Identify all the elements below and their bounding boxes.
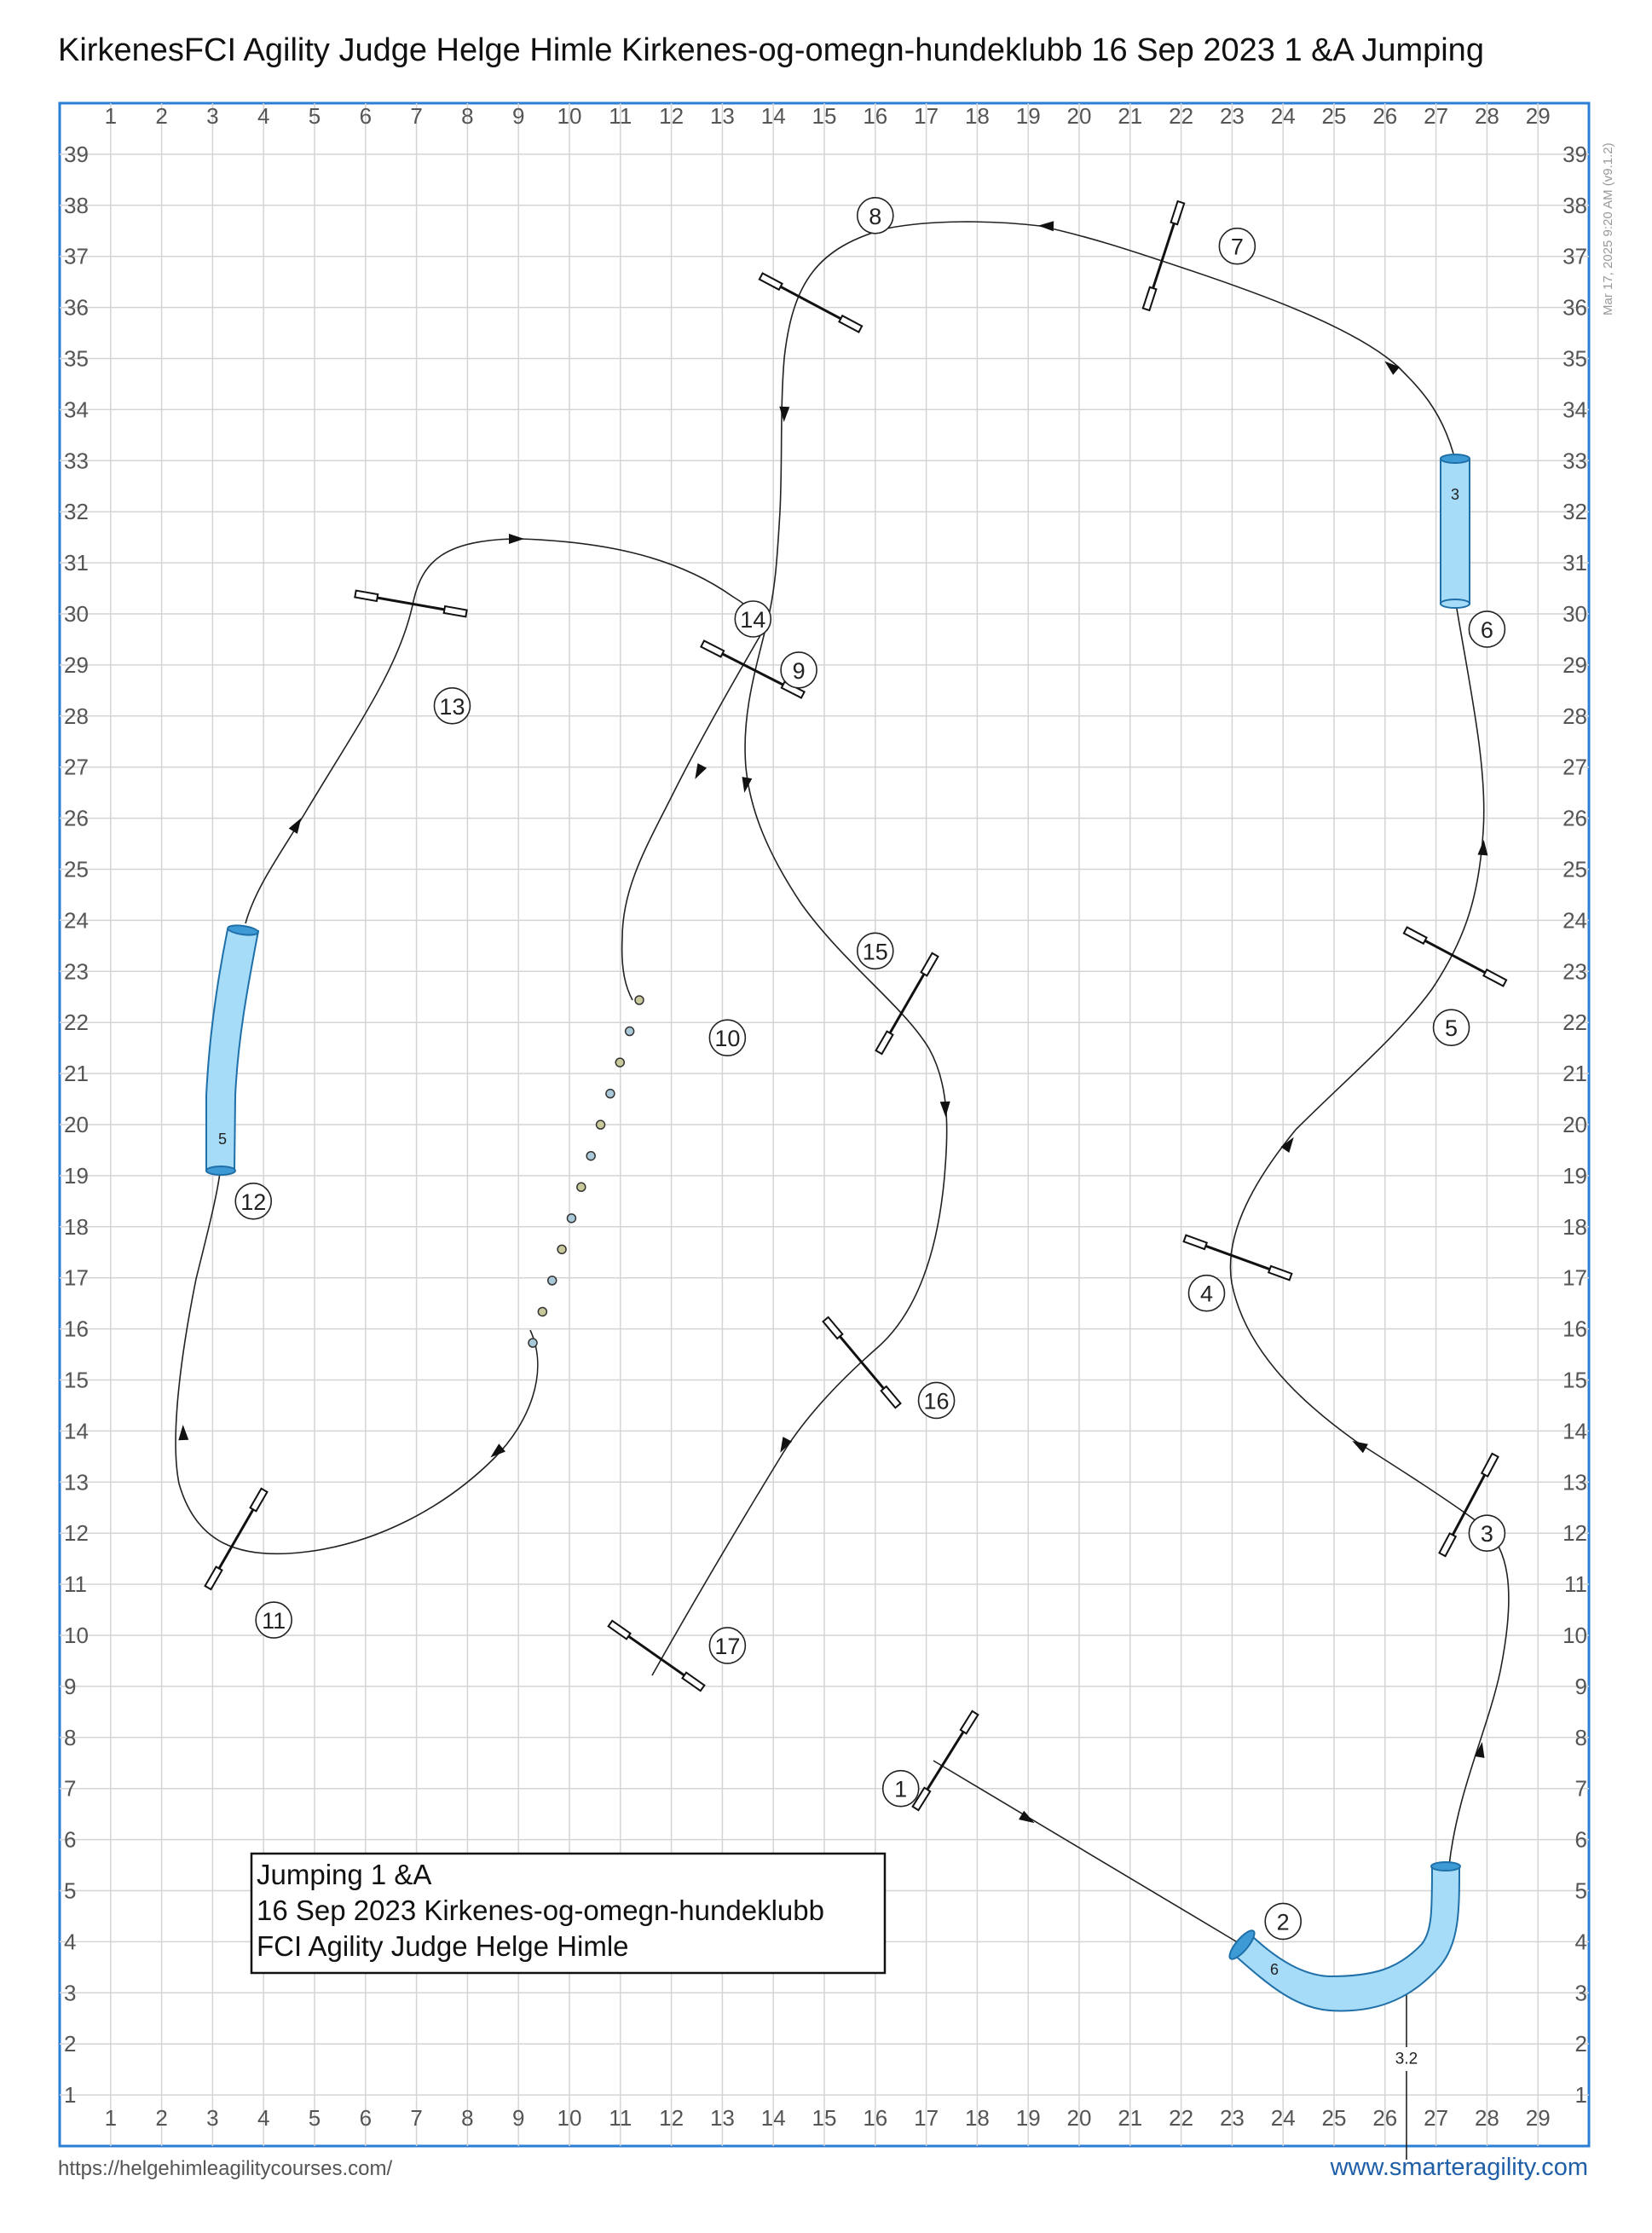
tunnel-5 <box>206 924 259 1175</box>
obstacle-number: 14 <box>740 606 766 633</box>
y-axis-label: 22 <box>1562 1009 1587 1036</box>
x-axis-label: 7 <box>410 2105 423 2131</box>
obstacle-number: 1 <box>894 1776 908 1802</box>
y-axis-label: 22 <box>64 1009 89 1036</box>
y-axis-label: 3 <box>1574 1980 1587 2006</box>
x-axis-label: 23 <box>1219 103 1245 129</box>
x-axis-label: 24 <box>1270 103 1296 129</box>
y-axis-label: 20 <box>64 1112 89 1137</box>
x-axis-label: 2 <box>155 103 168 129</box>
y-axis-label: 37 <box>64 243 89 269</box>
obstacle-number: 7 <box>1230 234 1244 260</box>
path-14-to-10 <box>622 631 763 1000</box>
obstacle-number: 2 <box>1276 1909 1290 1935</box>
y-axis-label: 19 <box>1562 1162 1587 1189</box>
jump-wing <box>355 591 378 601</box>
x-axis-label: 18 <box>964 103 990 129</box>
jump-wing <box>609 1621 631 1639</box>
y-axis-label: 1 <box>1574 2082 1587 2109</box>
y-axis-label: 25 <box>64 856 89 882</box>
obstacle-number: 12 <box>240 1189 267 1215</box>
obstacle-number: 15 <box>862 939 888 965</box>
print-timestamp: Mar 17, 2025 9:20 AM (v9.1.2) <box>1601 142 1615 315</box>
footer-url[interactable]: https://helgehimleagilitycourses.com/ <box>58 2157 393 2180</box>
x-axis-label: 13 <box>709 2105 735 2131</box>
y-axis-label: 6 <box>1574 1826 1587 1853</box>
tunnel-6-curved <box>1226 1862 1460 2010</box>
x-axis-label: 27 <box>1424 103 1449 129</box>
path-9-to-16 <box>652 1177 944 1675</box>
y-axis-label: 39 <box>1562 141 1587 167</box>
y-axis-label: 7 <box>1574 1775 1587 1802</box>
jump-wing <box>1184 1235 1207 1249</box>
path-arrow <box>1038 221 1054 232</box>
y-axis-label: 30 <box>1562 601 1587 627</box>
footer-brand-link[interactable]: www.smarteragility.com <box>1330 2154 1588 2181</box>
x-axis-label: 26 <box>1372 2105 1398 2131</box>
y-axis-label: 11 <box>1564 1571 1587 1598</box>
x-axis-label: 1 <box>104 2105 118 2131</box>
obstacle-number: 13 <box>439 693 465 720</box>
y-axis-label: 23 <box>1562 958 1587 985</box>
y-axis-label: 27 <box>64 754 89 780</box>
path-arrow <box>487 1443 505 1461</box>
measure-label: 3.2 <box>1395 2050 1418 2068</box>
y-axis-label: 38 <box>1562 192 1587 218</box>
y-axis-label: 12 <box>1562 1520 1587 1547</box>
x-axis-label: 19 <box>1015 2105 1041 2131</box>
x-axis-label: 17 <box>914 103 939 129</box>
jump-wing <box>205 1567 222 1590</box>
y-axis-label: 13 <box>1562 1469 1587 1495</box>
obstacle-number: 11 <box>262 1608 286 1634</box>
y-axis-label: 39 <box>64 141 89 167</box>
weave-pole <box>567 1214 575 1223</box>
y-axis-label: 17 <box>64 1264 89 1291</box>
obstacle-number: 4 <box>1199 1281 1214 1307</box>
x-axis-label: 11 <box>609 103 632 129</box>
y-axis-label: 4 <box>64 1929 77 1955</box>
y-axis-label: 23 <box>64 958 89 985</box>
x-axis-label: 8 <box>461 103 474 129</box>
weave-pole <box>635 996 644 1004</box>
tunnel-3-label: 3 <box>1450 486 1460 503</box>
y-axis-label: 6 <box>64 1826 77 1853</box>
y-axis-label: 32 <box>64 499 89 525</box>
y-axis-label: 5 <box>64 1877 77 1904</box>
y-axis-label: 31 <box>64 550 89 576</box>
jump <box>205 1489 268 1589</box>
x-axis-label: 7 <box>410 103 423 129</box>
x-axis-label: 15 <box>812 2105 837 2131</box>
y-axis-label: 21 <box>1562 1061 1587 1087</box>
x-axis-label: 16 <box>863 2105 888 2131</box>
y-axis-label: 15 <box>64 1367 89 1393</box>
grid <box>60 103 1589 2146</box>
x-axis-label: 20 <box>1066 103 1092 129</box>
x-axis-label: 3 <box>206 103 219 129</box>
x-axis-label: 25 <box>1321 2105 1347 2131</box>
x-axis-label: 29 <box>1525 103 1551 129</box>
y-axis-label: 33 <box>1562 448 1587 474</box>
x-axis-label: 19 <box>1015 103 1041 129</box>
x-axis-label: 21 <box>1118 103 1143 129</box>
x-axis-label: 10 <box>557 103 582 129</box>
y-axis-label: 36 <box>64 294 89 321</box>
y-axis-label: 26 <box>64 805 89 831</box>
x-axis-label: 9 <box>511 2105 525 2131</box>
weave-pole <box>606 1090 615 1098</box>
path-4-to-5 <box>1296 831 1483 1130</box>
obstacle-number: 6 <box>1480 616 1493 643</box>
jump <box>876 953 939 1054</box>
jumps <box>205 201 1507 1810</box>
path-arrow <box>178 1425 189 1440</box>
y-axis-label: 31 <box>1562 550 1587 576</box>
obstacle-number: 17 <box>714 1633 741 1659</box>
obstacle-number: 8 <box>869 203 882 229</box>
weave-poles <box>529 996 644 1347</box>
x-axis-label: 24 <box>1270 2105 1296 2131</box>
x-axis-label: 14 <box>760 2105 786 2131</box>
weave-pole <box>529 1339 537 1347</box>
info-class: Jumping 1 &A <box>257 1859 432 1890</box>
y-axis-label: 13 <box>64 1469 89 1495</box>
x-axis-label: 28 <box>1474 103 1499 129</box>
path-8-to-9 <box>745 622 947 1177</box>
jump-wing <box>1439 1533 1455 1556</box>
x-axis-label: 25 <box>1321 103 1347 129</box>
y-axis-label: 37 <box>1562 243 1587 269</box>
y-axis-label: 8 <box>1574 1724 1587 1750</box>
y-axis-label: 24 <box>1562 907 1587 934</box>
x-axis-label: 12 <box>659 103 684 129</box>
weave-pole <box>548 1276 557 1285</box>
y-axis-label: 16 <box>64 1316 89 1342</box>
y-axis-label: 38 <box>64 192 89 218</box>
y-axis-label: 29 <box>64 651 89 678</box>
x-axis-label: 18 <box>964 2105 990 2131</box>
y-axis-label: 4 <box>1574 1929 1587 1955</box>
y-axis-label: 10 <box>64 1623 89 1648</box>
info-date-club: 16 Sep 2023 Kirkenes-og-omegn-hundeklubb <box>257 1895 824 1926</box>
y-axis-label: 3 <box>64 1980 77 2006</box>
path-arrow <box>509 534 524 544</box>
jump-wing <box>682 1673 704 1691</box>
x-axis-label: 5 <box>308 103 321 129</box>
y-axis-label: 20 <box>1562 1112 1587 1137</box>
course-info-box <box>251 1854 885 1973</box>
y-axis-label: 29 <box>1562 651 1587 678</box>
x-axis-label: 27 <box>1424 2105 1449 2131</box>
y-axis-label: 12 <box>64 1520 89 1547</box>
y-axis-label: 34 <box>64 396 89 423</box>
obstacle-numbers <box>235 198 1505 1940</box>
jump-wing <box>921 953 939 976</box>
path-arrow <box>940 1102 951 1117</box>
weave-pole <box>557 1245 566 1253</box>
y-axis-label: 2 <box>64 2031 77 2057</box>
y-axis-label: 7 <box>64 1775 77 1802</box>
tunnel-3 <box>1441 454 1470 608</box>
x-axis-label: 8 <box>461 2105 474 2131</box>
path-arrow <box>779 407 790 422</box>
x-axis-label: 28 <box>1474 2105 1499 2131</box>
x-axis-label: 22 <box>1169 103 1194 129</box>
page-title: KirkenesFCI Agility Judge Helge Himle Kirkenes-og-omegn-hundeklubb 16 Sep 2023 1 &A Jumping <box>58 32 1484 68</box>
obstacle-number: 3 <box>1480 1521 1493 1547</box>
y-axis-label: 26 <box>1562 805 1587 831</box>
y-axis-label: 36 <box>1562 294 1587 321</box>
y-axis-label: 16 <box>1562 1316 1587 1342</box>
info-judge: FCI Agility Judge Helge Himle <box>257 1930 629 1962</box>
weave-pole <box>615 1058 624 1067</box>
x-axis-label: 2 <box>155 2105 168 2131</box>
x-axis-label: 12 <box>659 2105 684 2131</box>
weave-pole <box>538 1307 546 1316</box>
y-axis-label: 5 <box>1574 1877 1587 1904</box>
x-axis-label: 17 <box>914 2105 939 2131</box>
path-arrow <box>690 763 707 782</box>
y-axis-label: 34 <box>1562 396 1587 423</box>
x-axis-label: 26 <box>1372 103 1398 129</box>
x-axis-label: 16 <box>863 103 888 129</box>
y-axis-label: 17 <box>1562 1264 1587 1291</box>
tunnel-5-label: 5 <box>217 1131 228 1148</box>
y-axis-label: 1 <box>64 2082 77 2109</box>
y-axis-label: 28 <box>1562 703 1587 729</box>
x-axis-label: 5 <box>308 2105 321 2131</box>
x-axis-label: 1 <box>104 103 118 129</box>
obstacle-number: 10 <box>714 1026 741 1052</box>
y-axis-label: 35 <box>64 345 89 372</box>
jump <box>609 1621 705 1691</box>
weave-pole <box>577 1183 586 1191</box>
y-axis-label: 32 <box>1562 499 1587 525</box>
obstacle-number: 9 <box>792 657 806 684</box>
jump-wing <box>1482 1454 1498 1477</box>
jump <box>823 1317 901 1408</box>
jump-wing <box>881 1386 901 1408</box>
jump-wing <box>961 1711 979 1733</box>
path-tunnel-6-to-3 <box>1449 1526 1509 1866</box>
jump <box>913 1711 979 1810</box>
jump <box>1404 927 1506 986</box>
y-axis-label: 14 <box>1562 1418 1587 1444</box>
jump-wing <box>876 1032 893 1055</box>
obstacle-number: 16 <box>923 1388 950 1414</box>
y-axis-label: 33 <box>64 448 89 474</box>
x-axis-label: 15 <box>812 103 837 129</box>
x-axis-label: 21 <box>1118 2105 1143 2131</box>
jump-wing <box>251 1489 268 1512</box>
x-axis-label: 3 <box>206 2105 219 2131</box>
y-axis-label: 30 <box>64 601 89 627</box>
x-axis-label: 11 <box>609 2105 632 2131</box>
obstacle-number: 5 <box>1445 1015 1458 1042</box>
x-axis-label: 20 <box>1066 2105 1092 2131</box>
path-arrows <box>178 221 1489 1828</box>
path-tunnel-5-to-13 <box>245 539 767 923</box>
y-axis-label: 35 <box>1562 345 1587 372</box>
weave-pole <box>586 1152 595 1160</box>
y-axis-label: 21 <box>64 1061 89 1087</box>
jump-wing <box>823 1317 843 1339</box>
y-axis-label: 24 <box>64 907 89 934</box>
jump <box>1184 1235 1292 1281</box>
path-arrow <box>1475 1741 1487 1758</box>
y-axis-label: 28 <box>64 703 89 729</box>
y-axis-label: 11 <box>64 1571 87 1598</box>
jump-wing <box>839 315 862 332</box>
weave-pole <box>597 1120 605 1129</box>
x-axis-label: 29 <box>1525 2105 1551 2131</box>
x-axis-label: 10 <box>557 2105 582 2131</box>
y-axis-label: 15 <box>1562 1367 1587 1393</box>
y-axis-label: 9 <box>1574 1673 1587 1699</box>
y-axis-label: 18 <box>1562 1213 1587 1240</box>
axis-labels <box>64 103 1587 2131</box>
x-axis-label: 14 <box>760 103 786 129</box>
x-axis-label: 4 <box>257 103 270 129</box>
y-axis-label: 19 <box>64 1162 89 1189</box>
y-axis-label: 10 <box>1562 1623 1587 1648</box>
path-3-to-4 <box>1230 1130 1483 1526</box>
y-axis-label: 14 <box>64 1418 89 1444</box>
x-axis-label: 6 <box>359 103 373 129</box>
y-axis-label: 18 <box>64 1213 89 1240</box>
tunnel-6-label: 6 <box>1269 1961 1279 1978</box>
y-axis-label: 25 <box>1562 856 1587 882</box>
path-10-to-11 <box>176 1172 538 1553</box>
jump-wing <box>444 606 467 616</box>
y-axis-label: 27 <box>1562 754 1587 780</box>
x-axis-label: 4 <box>257 2105 270 2131</box>
y-axis-label: 2 <box>1574 2031 1587 2057</box>
jump <box>760 273 862 332</box>
y-axis-label: 8 <box>64 1724 77 1750</box>
weave-pole <box>626 1027 634 1036</box>
x-axis-label: 22 <box>1169 2105 1194 2131</box>
jump-wing <box>701 640 724 657</box>
x-axis-label: 13 <box>709 103 735 129</box>
x-axis-label: 9 <box>511 103 525 129</box>
x-axis-label: 6 <box>359 2105 373 2131</box>
x-axis-label: 23 <box>1219 2105 1245 2131</box>
jump-wing <box>760 273 783 289</box>
jump-wing <box>1404 927 1427 943</box>
y-axis-label: 9 <box>64 1673 77 1699</box>
